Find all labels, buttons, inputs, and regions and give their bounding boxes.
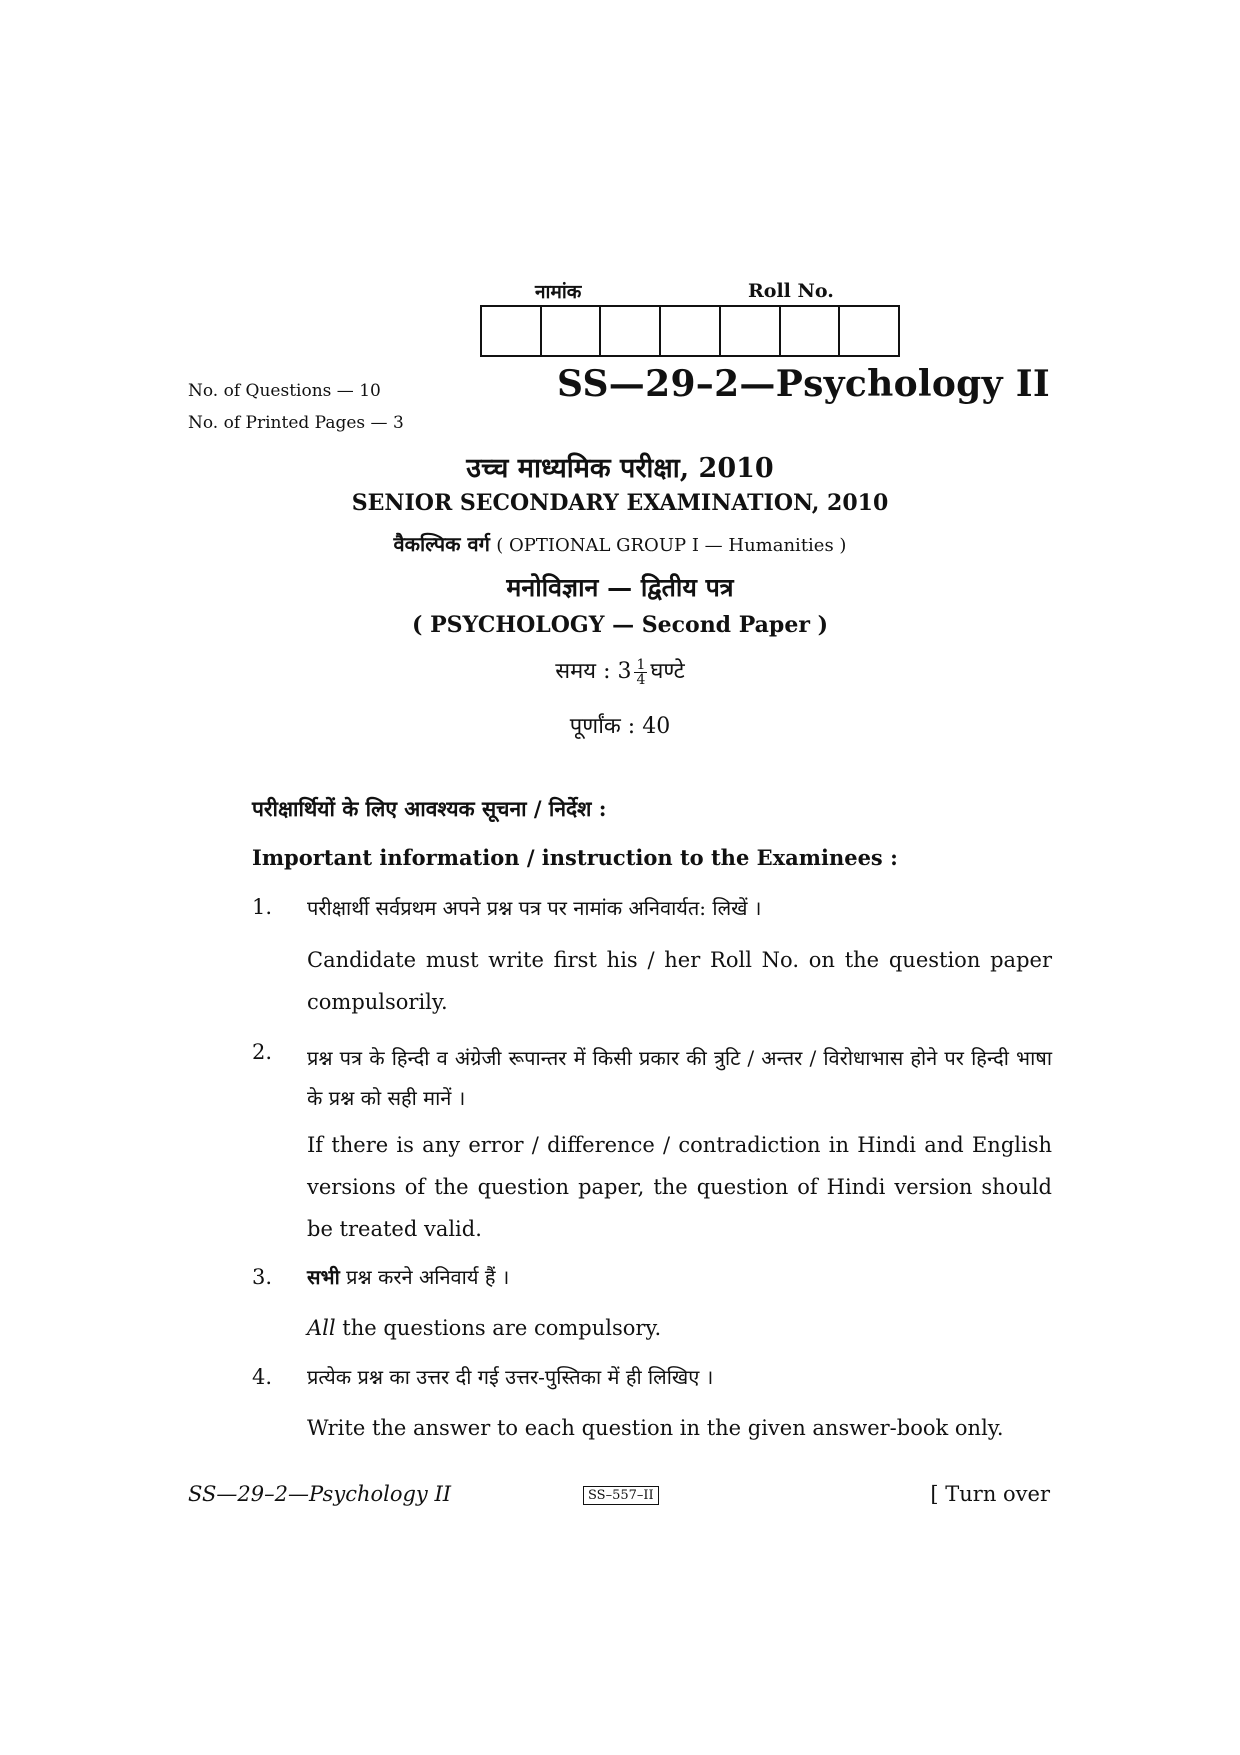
item-hindi: प्रत्येक प्रश्न का उत्तर दी गई उत्तर-पुस्तिका में ही लिखिए ।	[307, 1365, 714, 1389]
item-english-rest: the questions are compulsory.	[335, 1316, 662, 1340]
turn-over-note: [ Turn over	[930, 1482, 1050, 1506]
item-hindi	[307, 1263, 1052, 1290]
roll-number-boxes[interactable]	[480, 305, 900, 357]
roll-box[interactable]	[482, 307, 542, 355]
group-english: ( OPTIONAL GROUP I — Humanities )	[496, 535, 847, 556]
item-number: 2.	[252, 1040, 273, 1064]
roll-label-english: Roll No.	[748, 280, 834, 302]
item-english: Write the answer to each question in the given answer-book only.	[307, 1416, 1004, 1440]
roll-box[interactable]	[661, 307, 721, 355]
instructions-heading-english: Important information / instruction to the Examinees :	[252, 845, 898, 870]
item-number: 4.	[252, 1365, 273, 1389]
subject-english: ( PSYCHOLOGY — Second Paper )	[412, 612, 828, 638]
item-english: If there is any error / difference / contradiction in Hindi and English versions of the question paper, the question of Hindi version should be treated valid.	[307, 1133, 1052, 1241]
time-fraction	[634, 658, 647, 687]
time-allowed	[0, 655, 1240, 687]
subject-hindi: मनोविज्ञान — द्वितीय पत्र	[506, 573, 734, 602]
paper-code: SS—29–2—Psychology II	[556, 363, 1050, 405]
item-number: 1.	[252, 895, 273, 919]
fraction-numerator: 1	[636, 656, 646, 673]
footer-print-code: SS–557–II	[583, 1486, 659, 1505]
page-count: No. of Printed Pages — 3	[188, 413, 404, 433]
exam-title-hindi: उच्च माध्यमिक परीक्षा, 2010	[466, 453, 774, 484]
item-english-italic: All	[307, 1316, 336, 1340]
item-hindi-bold: सभी	[307, 1265, 340, 1289]
item-hindi-rest: प्रश्न करने अनिवार्य हैं ।	[339, 1265, 510, 1289]
roll-box[interactable]	[721, 307, 781, 355]
roll-box[interactable]	[542, 307, 602, 355]
fraction-denominator: 4	[636, 671, 646, 688]
item-hindi: परीक्षार्थी सर्वप्रथम अपने प्रश्न पत्र पर नामांक अनिवार्यत: लिखें ।	[307, 896, 762, 920]
time-suffix: घण्टे	[650, 659, 685, 684]
roll-box[interactable]	[840, 307, 898, 355]
time-prefix: समय : 3	[555, 659, 632, 684]
item-english: Candidate must write first his / her Roll No. on the question paper compulsorily.	[307, 948, 1052, 1014]
item-hindi: प्रश्न पत्र के हिन्दी व अंग्रेजी रूपान्तर में किसी प्रकार की त्रुटि / अन्तर / विरोधाभास होने पर हिन्दी भाषा के प्रश्न को सही मानें ।	[307, 1046, 1052, 1110]
max-marks: पूर्णांक : 40	[569, 714, 671, 739]
group-hindi: वैकल्पिक वर्ग	[393, 532, 490, 556]
footer-paper-code: SS—29–2—Psychology II	[188, 1482, 452, 1506]
item-english	[307, 1307, 1052, 1349]
roll-label-hindi: नामांक	[535, 281, 582, 303]
item-number: 3.	[252, 1265, 273, 1289]
exam-title-english: SENIOR SECONDARY EXAMINATION, 2010	[351, 490, 889, 516]
question-count: No. of Questions — 10	[188, 381, 381, 401]
roll-box[interactable]	[781, 307, 841, 355]
optional-group	[0, 530, 1240, 557]
instructions-heading-hindi: परीक्षार्थियों के लिए आवश्यक सूचना / निर्देश :	[252, 796, 607, 821]
roll-box[interactable]	[601, 307, 661, 355]
